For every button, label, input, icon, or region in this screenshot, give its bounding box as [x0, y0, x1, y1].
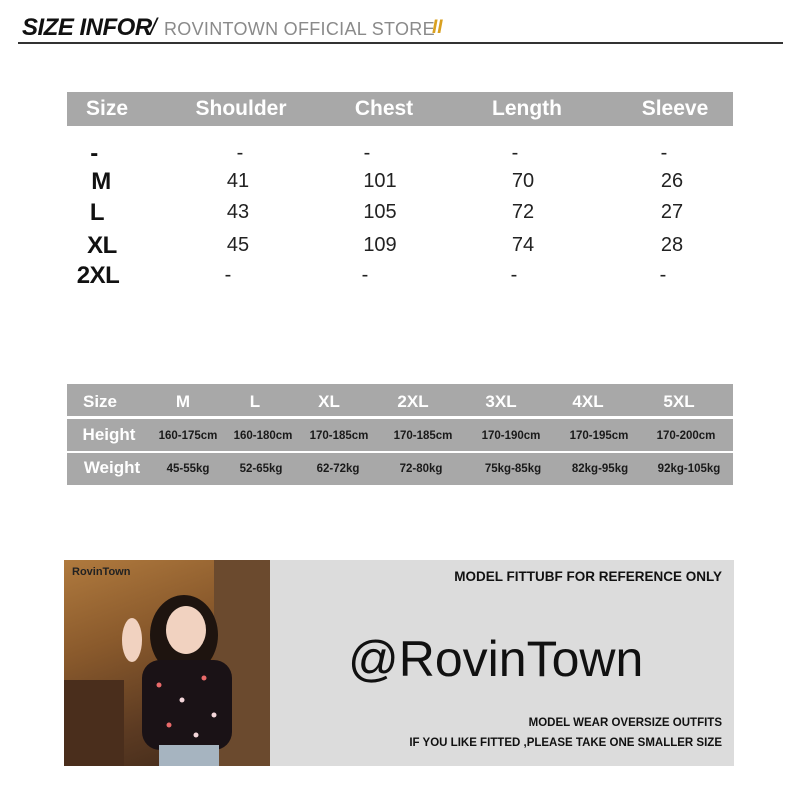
- size-cell: 4XL: [572, 392, 604, 411]
- table-row: [0, 140, 800, 170]
- row-size: L: [89, 199, 105, 226]
- sleeve-cell: -: [660, 142, 668, 164]
- oversize-note: MODEL WEAR OVERSIZE OUTFITS: [528, 717, 722, 729]
- chest-cell: 109: [363, 234, 397, 256]
- size-cell: M: [175, 392, 191, 411]
- height-cell: 170-200cm: [656, 430, 716, 442]
- height-cell: 170-190cm: [481, 430, 541, 442]
- size-cell: XL: [318, 392, 340, 411]
- shoulder-cell: -: [224, 264, 232, 286]
- table-row: [0, 232, 800, 262]
- sleeve-cell: 26: [660, 170, 684, 192]
- weight-cell: 82kg-95kg: [571, 463, 629, 475]
- page-header: [22, 14, 782, 44]
- row-size: -: [90, 140, 98, 167]
- fit-reference-note: MODEL FITTUBF FOR REFERENCE ONLY: [454, 569, 722, 584]
- size-cell: 2XL: [397, 392, 429, 411]
- height-row: [67, 419, 733, 451]
- weight-cell: 45-55kg: [166, 463, 210, 475]
- size-advice-note: IF YOU LIKE FITTED ,PLEASE TAKE ONE SMALLER SIZE: [409, 737, 722, 749]
- shoulder-cell: 43: [226, 201, 250, 223]
- store-name: ROVINTOWN OFFICIAL STORE: [164, 19, 435, 39]
- length-cell: -: [511, 142, 519, 164]
- chest-cell: 105: [363, 201, 397, 223]
- chest-cell: -: [361, 264, 369, 286]
- length-cell: 70: [511, 170, 535, 192]
- size-recommendation-table: [67, 384, 733, 485]
- size-row: [67, 384, 733, 416]
- model-info-panel: [270, 560, 734, 766]
- shoulder-cell: 45: [226, 234, 250, 256]
- length-cell: 72: [511, 201, 535, 223]
- table-row: [0, 168, 800, 198]
- measurement-table-header: [67, 92, 733, 126]
- chest-cell: 101: [363, 170, 397, 192]
- header-divider: [18, 42, 783, 44]
- size-cell: L: [249, 392, 261, 411]
- table-row: [0, 199, 800, 229]
- col-header-length: Length: [492, 97, 562, 120]
- size-label: Size: [82, 392, 118, 411]
- col-header-shoulder: Shoulder: [195, 97, 287, 120]
- height-label: Height: [82, 425, 136, 444]
- height-cell: 170-185cm: [309, 430, 369, 442]
- col-header-chest: Chest: [354, 97, 414, 120]
- col-header-sleeve: Sleeve: [641, 97, 709, 120]
- weight-cell: 75kg-85kg: [484, 463, 542, 475]
- row-size: M: [91, 168, 111, 195]
- photo-brand-tag: RovinTown: [72, 566, 131, 578]
- page-title: SIZE INFOR: [22, 14, 152, 41]
- weight-label: Weight: [83, 458, 141, 477]
- title-separator: /: [150, 14, 157, 41]
- col-header-size: Size: [85, 97, 129, 120]
- size-cell: 5XL: [663, 392, 695, 411]
- row-size: 2XL: [76, 262, 120, 289]
- weight-cell: 72-80kg: [399, 463, 443, 475]
- weight-cell: 92kg-105kg: [657, 463, 721, 475]
- height-cell: 160-175cm: [158, 430, 218, 442]
- weight-cell: 62-72kg: [316, 463, 360, 475]
- weight-row: [67, 453, 733, 485]
- model-illustration: [64, 560, 270, 766]
- height-cell: 160-180cm: [233, 430, 293, 442]
- sleeve-cell: 27: [660, 201, 684, 223]
- length-cell: 74: [511, 234, 535, 256]
- sleeve-cell: 28: [660, 234, 684, 256]
- brand-handle: @RovinTown: [348, 631, 644, 687]
- weight-cell: 52-65kg: [239, 463, 283, 475]
- table-row: [0, 262, 800, 292]
- row-size: XL: [87, 232, 117, 259]
- sleeve-cell: -: [659, 264, 667, 286]
- size-cell: 3XL: [485, 392, 517, 411]
- height-cell: 170-195cm: [569, 430, 629, 442]
- shoulder-cell: 41: [226, 170, 250, 192]
- model-photo: [64, 560, 270, 766]
- accent-mark: II: [432, 17, 443, 38]
- height-cell: 170-185cm: [393, 430, 453, 442]
- chest-cell: -: [363, 142, 371, 164]
- length-cell: -: [510, 264, 518, 286]
- shoulder-cell: -: [236, 142, 244, 164]
